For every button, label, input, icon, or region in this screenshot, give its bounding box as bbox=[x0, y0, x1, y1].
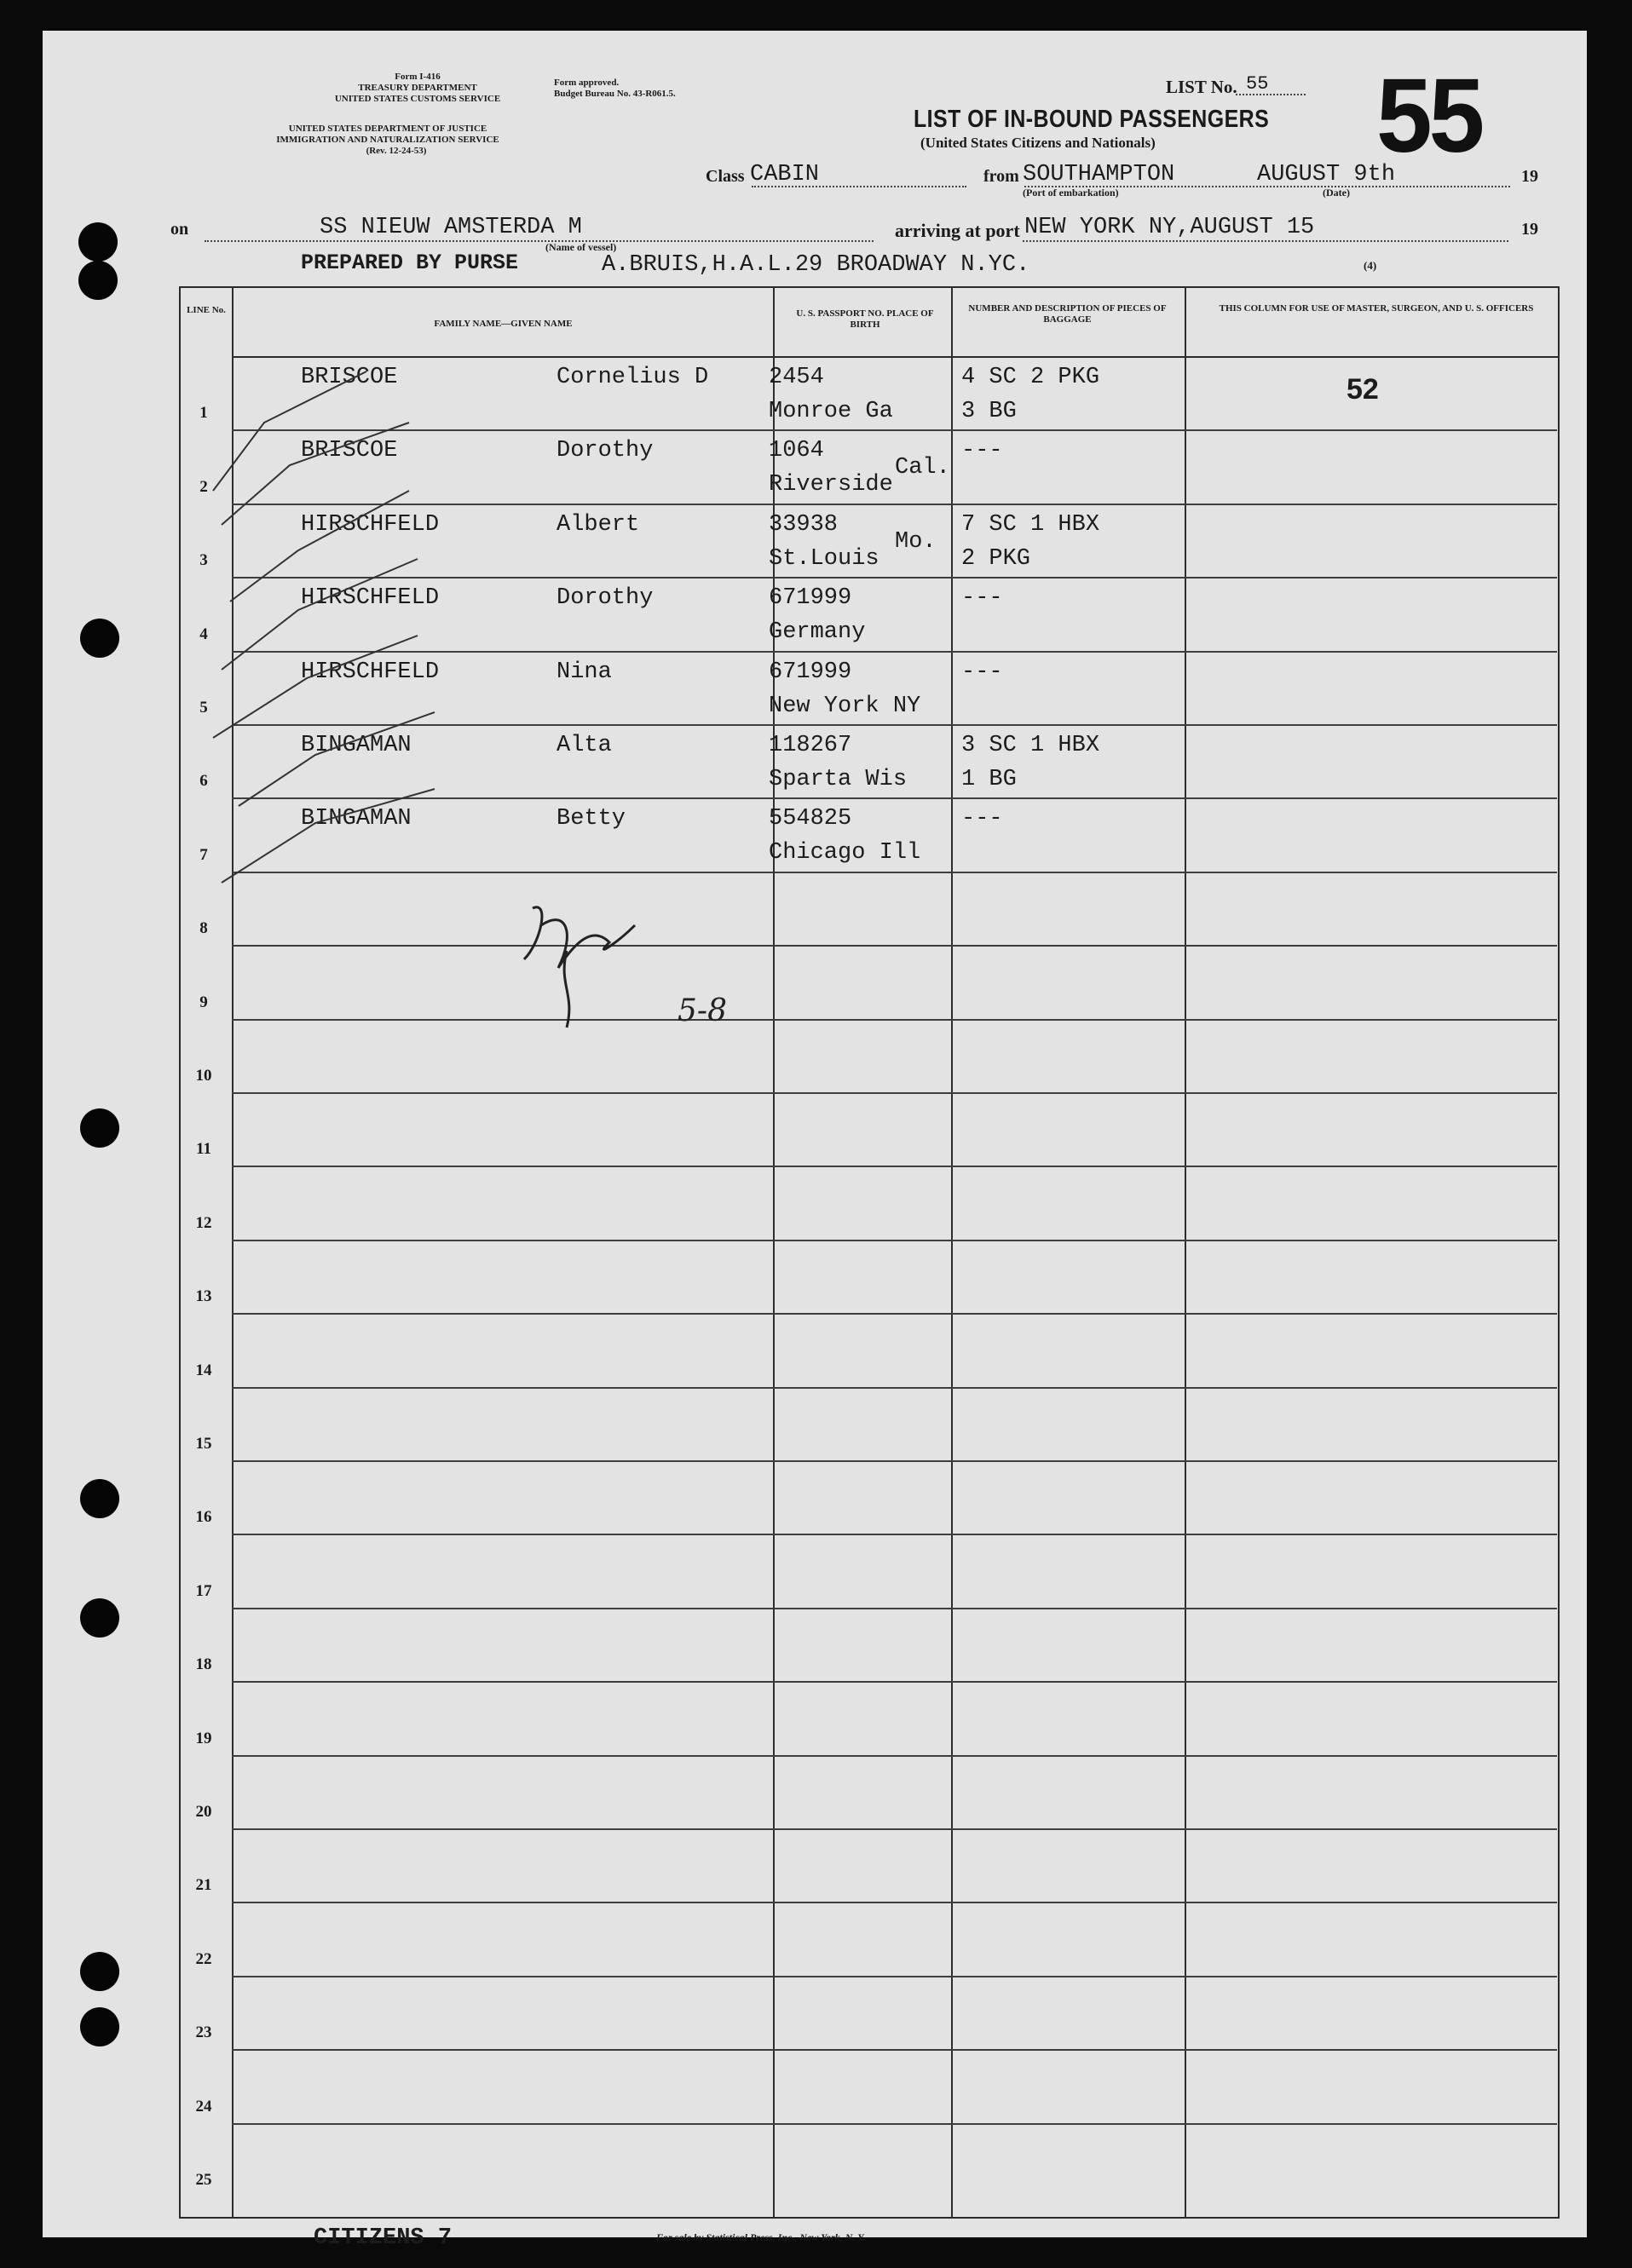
birth-state-note: Mo. bbox=[895, 529, 937, 555]
from-label: from bbox=[983, 167, 1019, 186]
class-label: Class bbox=[706, 167, 745, 186]
arriving-port: NEW YORK NY,AUGUST 15 bbox=[1024, 215, 1315, 240]
punch-hole bbox=[80, 2007, 119, 2046]
passport-number: 1064 bbox=[769, 438, 824, 463]
list-no-value: 55 bbox=[1246, 73, 1269, 95]
passport-number: 118267 bbox=[769, 733, 852, 758]
on-label: on bbox=[170, 220, 189, 239]
form-approved: Form approved. bbox=[554, 78, 620, 88]
punch-hole bbox=[80, 1108, 119, 1148]
row-divider bbox=[232, 1534, 1557, 1535]
row-divider bbox=[232, 1976, 1557, 1977]
vessel-line bbox=[205, 240, 874, 242]
family-name: BRISCOE bbox=[301, 365, 398, 390]
row-divider bbox=[232, 1240, 1557, 1241]
line-number: 22 bbox=[195, 1950, 212, 1968]
row-divider bbox=[232, 1019, 1557, 1021]
line-number: 13 bbox=[195, 1287, 212, 1305]
line-number: 9 bbox=[199, 993, 208, 1011]
line-number: 12 bbox=[195, 1214, 212, 1232]
punch-hole bbox=[78, 261, 118, 300]
handwritten-check-marks bbox=[196, 354, 503, 908]
row-divider bbox=[232, 1681, 1557, 1683]
family-name: HIRSCHFELD bbox=[301, 659, 440, 685]
place-of-birth: Riverside bbox=[769, 472, 893, 498]
line-number: 6 bbox=[199, 772, 208, 790]
line-number: 18 bbox=[195, 1655, 212, 1673]
line-number: 15 bbox=[195, 1435, 212, 1453]
col-header-name: FAMILY NAME—GIVEN NAME bbox=[434, 319, 573, 329]
row-divider bbox=[232, 1608, 1557, 1609]
baggage-line-1: 3 SC 1 HBX bbox=[961, 733, 1100, 758]
row-divider bbox=[232, 1755, 1557, 1757]
page-number-stamp: 55 bbox=[1376, 56, 1482, 176]
baggage-line-1: --- bbox=[961, 659, 1003, 685]
row-divider bbox=[232, 945, 1557, 947]
arriving-line bbox=[1023, 240, 1508, 242]
passport-number: 2454 bbox=[769, 365, 824, 390]
baggage-line-1: --- bbox=[961, 585, 1003, 611]
port-caption: (Port of embarkation) bbox=[1023, 187, 1119, 199]
punch-hole bbox=[80, 1598, 119, 1638]
date-caption: (Date) bbox=[1323, 187, 1350, 199]
family-name: BRISCOE bbox=[301, 438, 398, 463]
baggage-line-1: --- bbox=[961, 806, 1003, 832]
line-number: 19 bbox=[195, 1730, 212, 1747]
from-date: AUGUST 9th bbox=[1257, 162, 1396, 187]
line-number: 14 bbox=[195, 1361, 212, 1379]
line-number: 21 bbox=[195, 1876, 212, 1894]
treasury-department: TREASURY DEPARTMENT bbox=[358, 83, 477, 93]
col-header-line-no: LINE No. bbox=[187, 305, 226, 315]
line-number: 3 bbox=[199, 551, 208, 569]
prepared-by-label: PREPARED BY PURSE bbox=[301, 250, 519, 275]
baggage-line-2: 1 BG bbox=[961, 767, 1017, 792]
from-port: SOUTHAMPTON bbox=[1023, 162, 1175, 187]
place-of-birth: Sparta Wis bbox=[769, 767, 908, 792]
birth-state-note: Cal. bbox=[895, 455, 950, 481]
row-divider bbox=[232, 1166, 1557, 1167]
punch-hole bbox=[80, 619, 119, 658]
line-number: 17 bbox=[195, 1582, 212, 1600]
line-number: 8 bbox=[199, 919, 208, 937]
list-no-label: LIST No. bbox=[1166, 77, 1237, 97]
ins-service: IMMIGRATION AND NATURALIZATION SERVICE bbox=[276, 135, 499, 145]
family-name: BINGAMAN bbox=[301, 806, 412, 832]
baggage-line-1: --- bbox=[961, 438, 1003, 463]
passport-number: 33938 bbox=[769, 512, 839, 538]
row-divider bbox=[232, 1902, 1557, 1903]
row-divider bbox=[232, 1387, 1557, 1389]
given-name: Betty bbox=[556, 806, 626, 832]
punch-hole bbox=[80, 1952, 119, 1991]
class-value: CABIN bbox=[750, 162, 820, 187]
year-mark: 19 bbox=[1521, 167, 1538, 186]
given-name: Albert bbox=[556, 512, 640, 538]
passport-number: 671999 bbox=[769, 585, 852, 611]
justice-department: UNITED STATES DEPARTMENT OF JUSTICE bbox=[288, 124, 487, 134]
form-subtitle: (United States Citizens and Nationals) bbox=[920, 135, 1156, 151]
printer-credit: For sale by Statistical Press, Inc., New York, N. Y. bbox=[656, 2231, 866, 2243]
place-of-birth: Chicago Ill bbox=[769, 840, 921, 866]
punch-hole bbox=[80, 1479, 119, 1518]
given-name: Cornelius D bbox=[556, 365, 709, 390]
budget-bureau: Budget Bureau No. 43-R061.5. bbox=[554, 89, 676, 99]
signature-scribble bbox=[516, 891, 686, 1045]
year-mark-2: 19 bbox=[1521, 220, 1538, 239]
family-name: HIRSCHFELD bbox=[301, 585, 440, 611]
given-name: Nina bbox=[556, 659, 612, 685]
place-of-birth: St.Louis bbox=[769, 546, 879, 572]
line-number: 25 bbox=[195, 2171, 212, 2189]
col-header-passport: U. S. PASSPORT NO. PLACE OF BIRTH bbox=[796, 308, 934, 330]
baggage-line-1: 7 SC 1 HBX bbox=[961, 512, 1100, 538]
col-header-officers: THIS COLUMN FOR USE OF MASTER, SURGEON, AND U. S. OFFICERS bbox=[1219, 303, 1534, 314]
form-revision: (Rev. 12-24-53) bbox=[366, 146, 427, 156]
given-name: Alta bbox=[556, 733, 612, 758]
form-number: Form I-416 bbox=[395, 72, 441, 82]
place-of-birth: Germany bbox=[769, 619, 866, 645]
vessel-caption: (Name of vessel) bbox=[545, 241, 617, 253]
place-of-birth: New York NY bbox=[769, 694, 921, 719]
baggage-line-1: 4 SC 2 PKG bbox=[961, 365, 1100, 390]
line-number: 24 bbox=[195, 2098, 212, 2115]
line-number: 23 bbox=[195, 2023, 212, 2041]
row-divider bbox=[232, 1460, 1557, 1462]
passport-number: 671999 bbox=[769, 659, 852, 685]
given-name: Dorothy bbox=[556, 438, 654, 463]
line-number: 7 bbox=[199, 846, 208, 864]
passport-number: 554825 bbox=[769, 806, 852, 832]
family-name: BINGAMAN bbox=[301, 733, 412, 758]
row-divider bbox=[232, 2123, 1557, 2125]
line-number: 1 bbox=[199, 404, 208, 422]
given-name: Dorothy bbox=[556, 585, 654, 611]
line-number: 11 bbox=[196, 1140, 211, 1158]
place-of-birth: Monroe Ga bbox=[769, 399, 893, 424]
vessel-name: SS NIEUW AMSTERDA M bbox=[320, 215, 582, 240]
line-number: 4 bbox=[199, 625, 208, 643]
row-divider bbox=[232, 1828, 1557, 1830]
line-number: 5 bbox=[199, 699, 208, 717]
row-divider bbox=[232, 2049, 1557, 2051]
customs-service: UNITED STATES CUSTOMS SERVICE bbox=[334, 94, 501, 104]
row-divider bbox=[232, 1092, 1557, 1094]
line-number: 20 bbox=[195, 1803, 212, 1821]
officer-note: 52 bbox=[1347, 373, 1379, 406]
note-mark: (4) bbox=[1364, 259, 1377, 272]
family-name: HIRSCHFELD bbox=[301, 512, 440, 538]
prepared-by-value: A.BRUIS,H.A.L.29 BROADWAY N.YC. bbox=[602, 252, 1030, 278]
line-number: 2 bbox=[199, 478, 208, 496]
citizens-count: CITIZENS 7 bbox=[314, 2225, 453, 2251]
manifest-page bbox=[43, 31, 1587, 2251]
line-number: 16 bbox=[195, 1508, 212, 1526]
col-header-baggage: NUMBER AND DESCRIPTION OF PIECES OF BAGGAGE bbox=[968, 303, 1167, 325]
form-title: LIST OF IN-BOUND PASSENGERS bbox=[914, 106, 1270, 133]
baggage-line-2: 2 PKG bbox=[961, 546, 1031, 572]
baggage-line-2: 3 BG bbox=[961, 399, 1017, 424]
punch-hole bbox=[78, 222, 118, 262]
signature-note: 5-8 bbox=[678, 993, 727, 1028]
row-divider bbox=[232, 1313, 1557, 1315]
line-number: 10 bbox=[195, 1067, 212, 1085]
arriving-label: arriving at port bbox=[895, 220, 1020, 241]
